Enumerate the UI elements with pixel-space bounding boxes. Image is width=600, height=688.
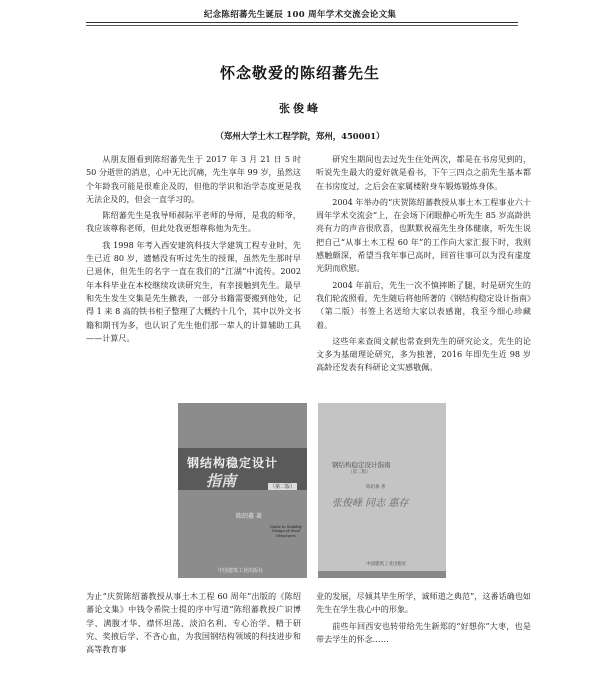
paragraph: 2004 年前后，先生一次不慎摔断了腿，时是研究生的我们轮流照看，先生随后将他所著的《钢结构稳定设计指南》（第二版）书签上名送给大家以表感谢，我至今细心珍藏着。 [316, 279, 531, 330]
book-publisher: 中国建筑工业出版社 [366, 562, 407, 567]
paragraph: 前些年回西安也转带给先生新郑的“好想你”大枣，也是带去学生的怀念…… [316, 620, 531, 644]
left-column [86, 153, 301, 348]
book-title-page-photo [318, 403, 446, 578]
article-title: 怀念敬爱的陈绍蕃先生 [219, 64, 380, 82]
paragraph: 这些年来查阅文献也常查到先生的研究论文，先生的论文多为基础理论研究，多为独著，2016 年即先生近 98 岁高龄还发表有科研论文实感敬佩。 [316, 335, 531, 373]
bottom-left-column [86, 590, 301, 659]
header-rule-thin [86, 25, 518, 26]
book-title: 钢结构稳定设计 [187, 456, 279, 470]
book-english-title: Guide to Stability Design of Steel Structures [270, 525, 302, 538]
book-edition: （第二版） [348, 470, 371, 475]
paragraph: 业的发展，尽倾其毕生所学，诚师道之典范”，这番话确也如先生在学生我心中的形象。 [316, 591, 531, 615]
running-header: 纪念陈绍蕃先生诞辰 100 周年学术交流会论文集 [203, 10, 397, 20]
handwritten-inscription: 张俊峰 同志 惠存 [332, 498, 409, 509]
article-author: 张俊峰 [279, 102, 321, 115]
bottom-right-column [316, 590, 531, 649]
book-author: 陈绍蕃 著 [366, 485, 386, 490]
header-rule [86, 22, 518, 23]
book-edition: （第二版） [270, 484, 296, 490]
paragraph: 2004 年举办的“庆贺陈绍蕃教授从事土木工程事业六十周年学术交流会”上，在会场下闭眼静心听先生 85 岁高龄洪亮有力的声音很欣喜，也默默祝福先生身体健康，听先生说把自己“从事土木工程 60 年”的工作向大家汇报下时，我则感触颇深，希望当我年事已高时，回首往事可以为没有虚度光阴而欣慰。 [316, 196, 531, 274]
book-cover-photo [178, 403, 307, 578]
book-title: 钢结构稳定设计指南 [332, 461, 391, 469]
right-column [316, 153, 531, 378]
paragraph: 研究生期间也去过先生住处两次，都是在书房见到的，听说先生最大的爱好就是看书，下午三四点之前先生基本都在书房度过，之后会在家属楼附身车锻炼锻炼身体。 [316, 154, 531, 191]
book-subtitle: 指南 [206, 472, 237, 490]
article-affiliation: （郑州大学土木工程学院，郑州，450001） [215, 131, 385, 141]
book-author: 陈绍蕃 著 [236, 513, 262, 520]
paragraph: 我 1998 年考入西安建筑科技大学建筑工程专业时，先生已近 80 岁，遗憾没有听过先生的授课，虽然先生那时早已退休，但先生的名字一直在我们的“江湖”中流传。2002 年本科毕业在本校继续攻读研究生，有幸接触到先生。最早和先生发生交集是先生撤表，一部分书籍需要搬到他处，记得 1 来 8 高的铁书柜子整理了大概约十几个，其中以外文书籍和期刊为多，也认识了先生他们那一辈人的计算辅助工具——计算尺。 [86, 239, 301, 343]
paragraph: 陈绍蕃先生是我导师郝际平老师的导师，是我的师爷，我应该尊称老师，但此处我更想尊称他为先生。 [86, 210, 301, 234]
paragraph: 从朋友圈看到陈绍蕃先生于 2017 年 3 月 21 日 5 时 50 分逝世的消息，心中无比沉痛，先生享年 99 岁，虽然这个年龄我可能是很难企及的，但他的学识和治学态度更是我无法企及的，但会一直学习的。 [86, 154, 301, 204]
book-edge [318, 571, 446, 578]
book-publisher: 中国建筑工业出版社 [218, 568, 264, 574]
paragraph: 为止“庆贺陈绍蕃教授从事土木工程 60 周年”出版的《陈绍蕃论文集》中钱令希院士提的序中写道“陈绍蕃教授广识博学、满腹才华、襟怀坦荡、淡泊名利、专心治学、精于研究、奖掖后学、不吝心血，为我国钢结构领域的科技进步和高等教育事 [86, 591, 301, 655]
